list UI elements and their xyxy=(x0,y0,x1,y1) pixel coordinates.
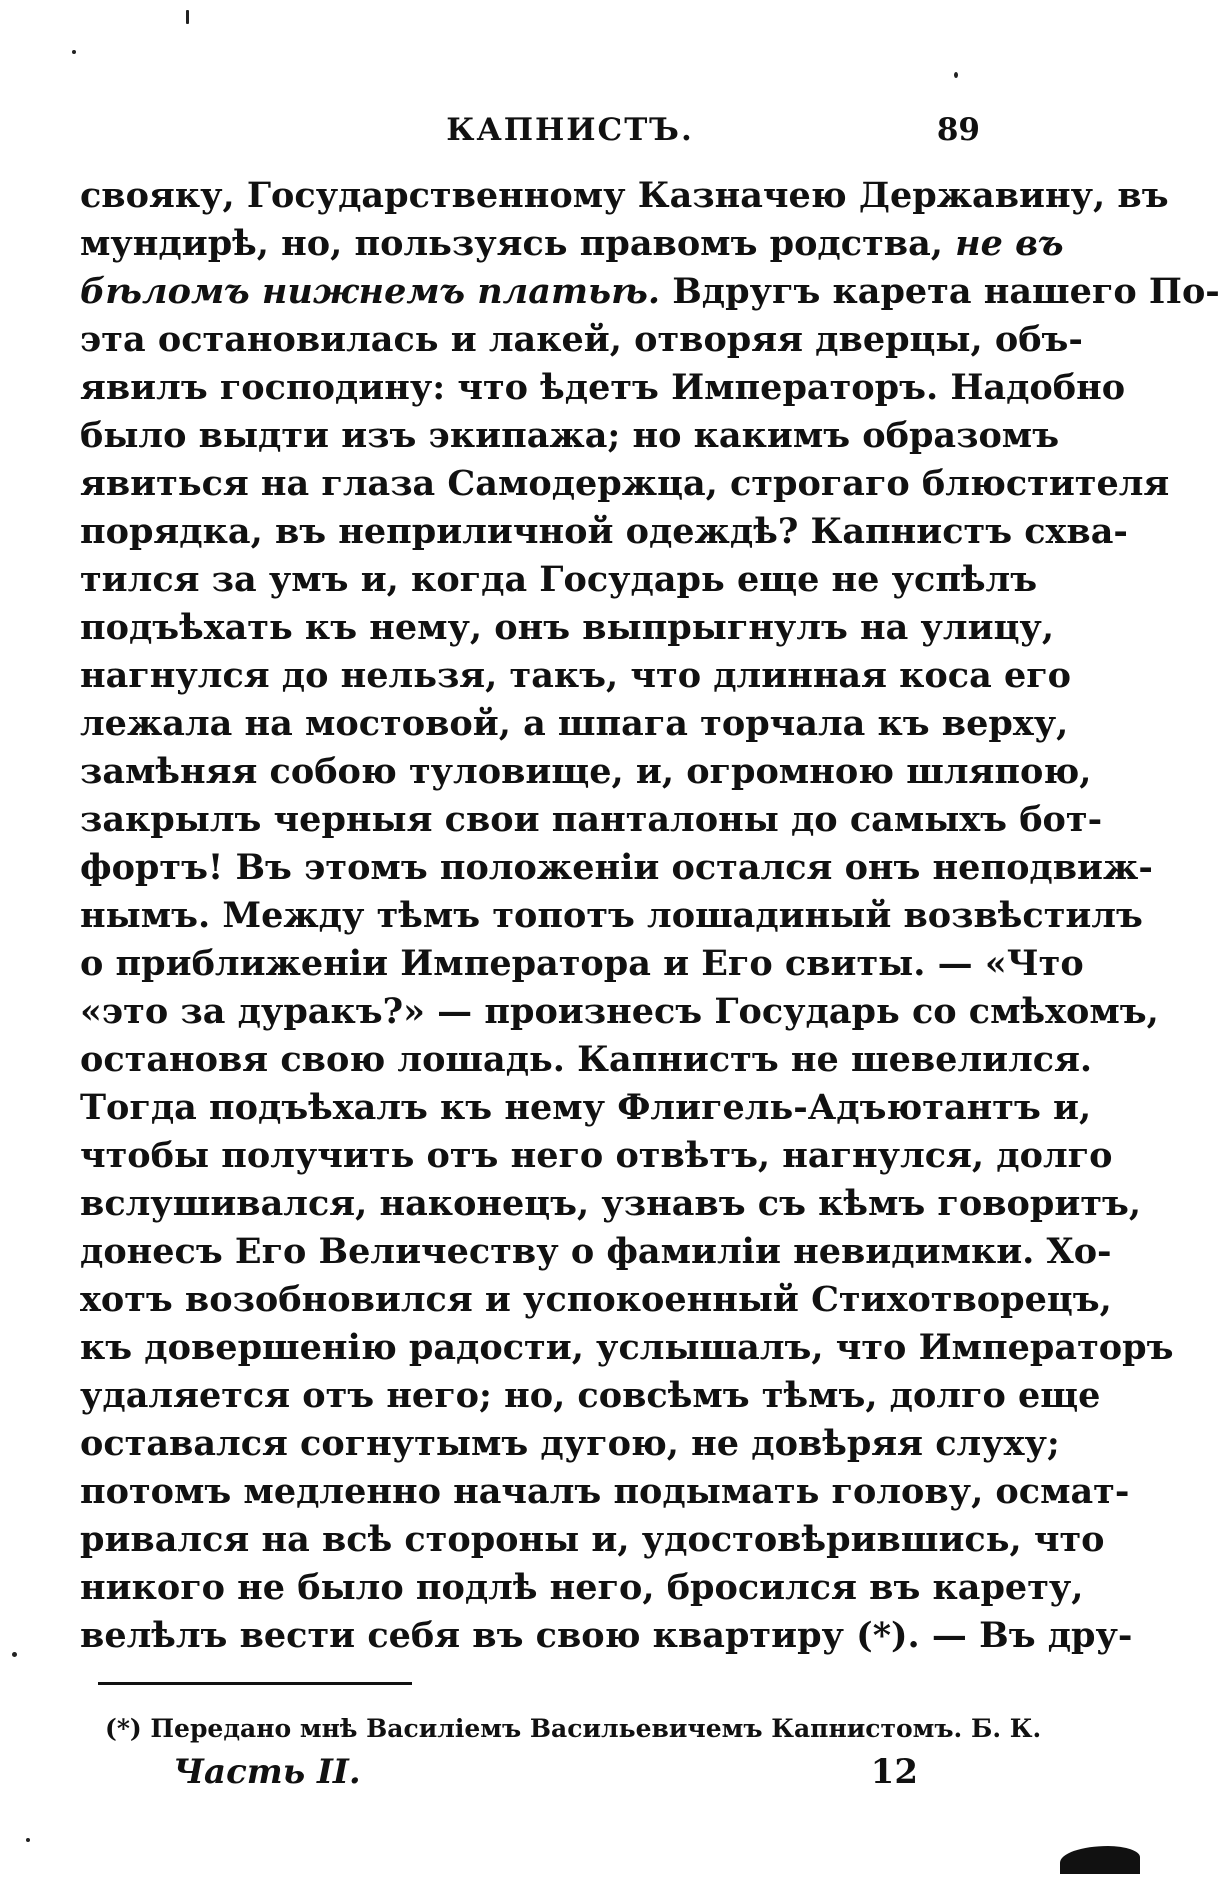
text-line: ривался на всѣ стороны и, удостовѣрившись, что xyxy=(80,1519,1105,1560)
text-line: явилъ господину: что ѣдетъ Императоръ. Надобно xyxy=(80,367,1126,408)
text-line: закрылъ черныя свои панталоны до самыхъ бот- xyxy=(80,799,1103,840)
text-line: удаляется отъ него; но, совсѣмъ тѣмъ, долго еще xyxy=(80,1375,1101,1416)
text-line: порядка, въ неприличной одеждѣ? Капнистъ схва- xyxy=(80,511,1128,552)
page-number: 89 xyxy=(936,112,980,148)
text-line: нымъ. Между тѣмъ топотъ лошадиный возвѣстилъ xyxy=(80,895,1143,936)
text-line: остановя свою лошадь. Капнистъ не шевелился. xyxy=(80,1039,1093,1080)
text-line: подъѣхать къ нему, онъ выпрыгнулъ на улицу, xyxy=(80,607,1055,648)
text-line: лежала на мостовой, а шпага торчала къ верху, xyxy=(80,703,1069,744)
text-line: къ довершенiю радости, услышалъ, что Императоръ xyxy=(80,1327,1174,1368)
page-header xyxy=(80,112,980,160)
scan-speck xyxy=(72,50,76,54)
text-line: Тогда подъѣхалъ къ нему Флигель-Адъютантъ и, xyxy=(80,1087,1092,1128)
scan-speck xyxy=(12,1652,17,1657)
running-head: КАПНИСТЪ. xyxy=(446,112,694,148)
text-line: о приближенiи Императора и Его свиты. — «Что xyxy=(80,943,1084,984)
text-line: явиться на глаза Самодержца, строгаго блюстителя xyxy=(80,463,1170,504)
text-line: донесъ Его Величеству о фамилiи невидимки. Хо- xyxy=(80,1231,1112,1272)
text-line: бѣломъ нижнемъ платьѣ. Вдругъ карета нашего По- xyxy=(80,271,1220,312)
text-line: хотъ возобновился и успокоенный Стихотворецъ, xyxy=(80,1279,1112,1320)
footnote: (*) Передано мнѣ Василiемъ Васильевичемъ Капнистомъ. Б. К. xyxy=(105,1714,1042,1743)
scan-blot xyxy=(1060,1846,1140,1874)
italic-phrase: не въ xyxy=(955,223,1064,264)
scan-speck xyxy=(954,72,958,78)
footnote-rule xyxy=(98,1682,412,1685)
text-line: потомъ медленно началъ подымать голову, осмат- xyxy=(80,1471,1130,1512)
volume-part: Часть II. xyxy=(173,1752,361,1792)
text-line: чтобы получить отъ него отвѣтъ, нагнулся, долго xyxy=(80,1135,1113,1176)
body-text xyxy=(80,172,1220,1660)
text-line: было выдти изъ экипажа; но какимъ образомъ xyxy=(80,415,1060,456)
text-line: фортъ! Въ этомъ положенiи остался онъ неподвиж- xyxy=(80,847,1153,888)
text-line: тился за умъ и, когда Государь еще не успѣлъ xyxy=(80,559,1038,600)
text-line: замѣняя собою туловище, и, огромною шляпою, xyxy=(80,751,1092,792)
signature-line xyxy=(173,1752,918,1800)
text-line: вслушивался, наконецъ, узнавъ съ кѣмъ говоритъ, xyxy=(80,1183,1142,1224)
text-line: эта остановилась и лакей, отворяя дверцы, объ- xyxy=(80,319,1083,360)
text-line: мундирѣ, но, пользуясь правомъ родства, не въ xyxy=(80,223,1064,264)
text-line: велѣлъ вести себя въ свою квартиру (*). — Въ дру- xyxy=(80,1615,1133,1656)
scan-speck xyxy=(186,10,189,24)
text-line: оставался согнутымъ дугою, не довѣряя слуху; xyxy=(80,1423,1060,1464)
text-line: «это за дуракъ?» — произнесъ Государь со смѣхомъ, xyxy=(80,991,1159,1032)
text-line: никого не было подлѣ него, бросился въ карету, xyxy=(80,1567,1084,1608)
sheet-number: 12 xyxy=(870,1752,918,1792)
text-line: свояку, Государственному Казначею Державину, въ xyxy=(80,175,1169,216)
scan-speck xyxy=(26,1838,30,1842)
text-line: нагнулся до нельзя, такъ, что длинная коса его xyxy=(80,655,1072,696)
italic-phrase: бѣломъ нижнемъ платьѣ. xyxy=(80,271,661,312)
